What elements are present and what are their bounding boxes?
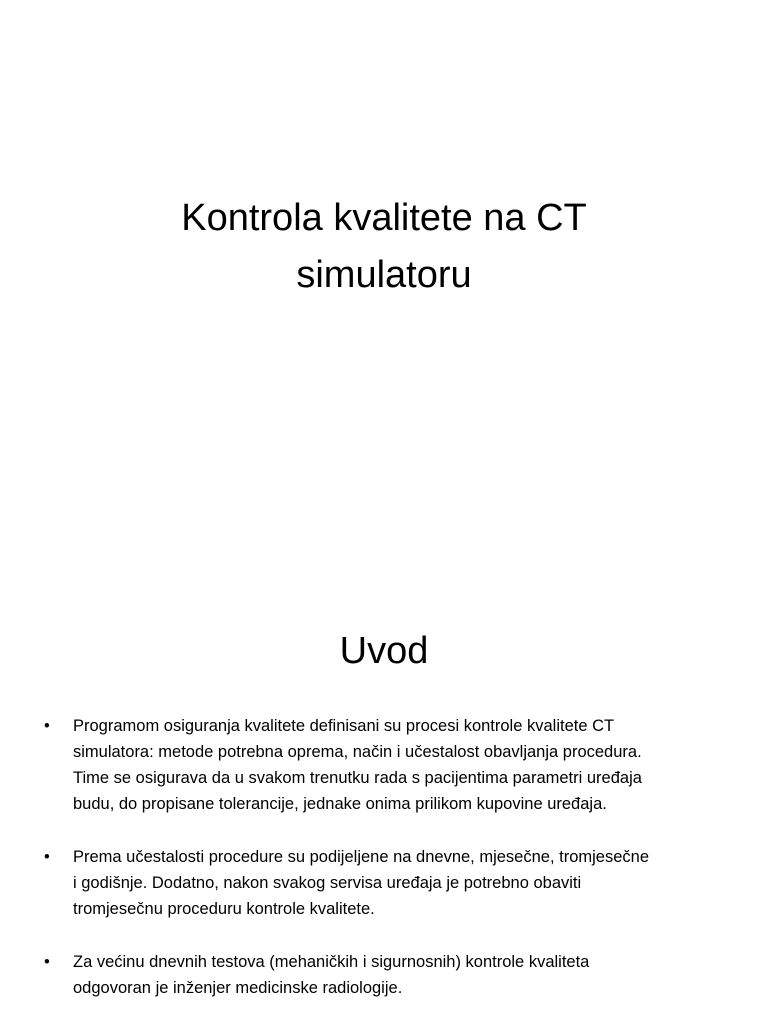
slide-title-line: Kontrola kvalitete na CT <box>181 197 587 239</box>
bullet-marker: • <box>44 717 50 735</box>
bullet-item <box>40 949 755 1001</box>
slide-title-line: simulatoru <box>296 254 472 296</box>
bullet-text-line: Time se osigurava da u svakom trenutku rada s pacijentima parametri uređaja <box>73 769 642 787</box>
bullet-text-line: Prema učestalosti procedure su podijeljene na dnevne, mjesečne, tromjesečne <box>73 848 649 866</box>
content-slide <box>0 576 768 1024</box>
section-title: Uvod <box>339 630 429 672</box>
bullet-text-line: budu, do propisane tolerancije, jednake onima prilikom kupovine uređaja. <box>73 795 607 813</box>
bullet-text-line: simulatora: metode potrebna oprema, način i učestalost obavljanja procedura. <box>73 743 642 761</box>
bullet-list <box>40 713 755 1024</box>
slide-title <box>0 190 768 304</box>
bullet-text-line: i godišnje. Dodatno, nakon svakog servisa uređaja je potrebno obaviti <box>73 874 582 892</box>
bullet-text-line: tromjesečnu proceduru kontrole kvalitete. <box>73 900 375 918</box>
bullet-text-line: odgovoran je inženjer medicinske radiologije. <box>73 979 403 997</box>
bullet-text-line: Za većinu dnevnih testova (mehaničkih i sigurnosnih) kontrole kvaliteta <box>73 953 590 971</box>
bullet-marker: • <box>44 848 50 866</box>
bullet-item <box>40 713 755 817</box>
bullet-text-line: Programom osiguranja kvalitete definisani su procesi kontrole kvalitete CT <box>73 717 615 735</box>
bullet-item <box>40 844 755 922</box>
bullet-marker: • <box>44 953 50 971</box>
